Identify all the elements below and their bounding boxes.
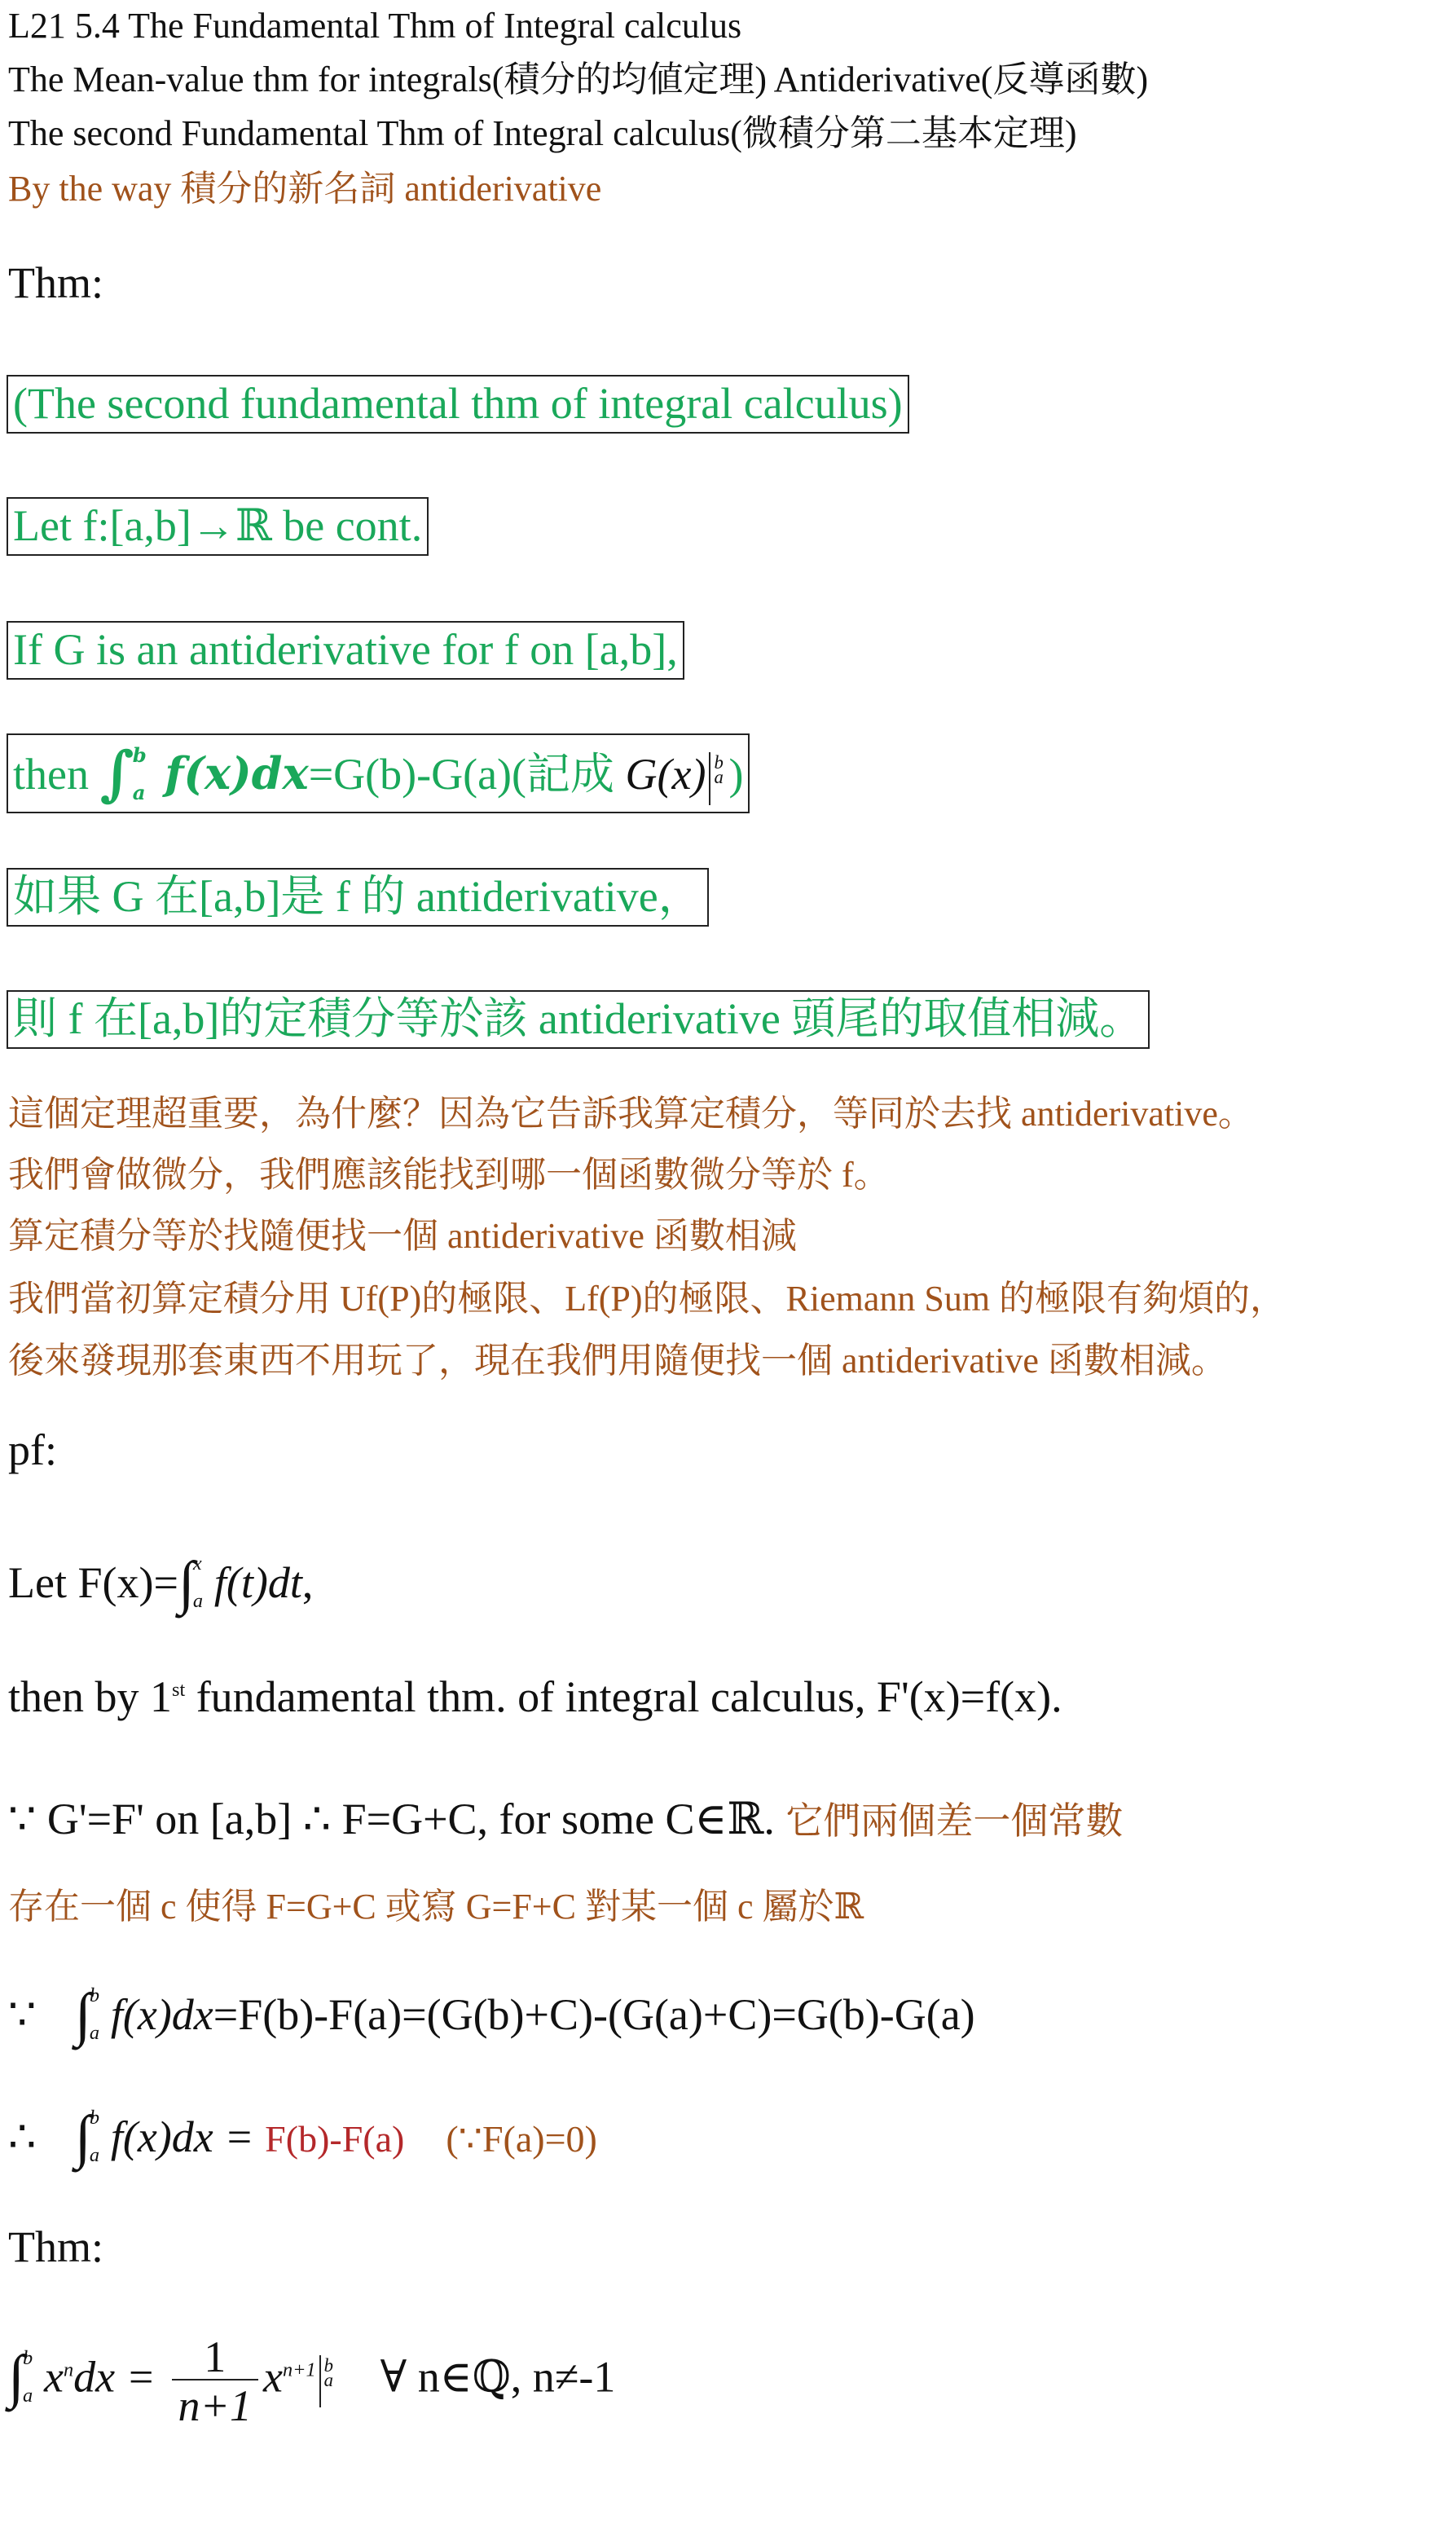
integral-symbol: ∫ (74, 2103, 91, 2169)
integrand-exponent: n (63, 2358, 74, 2381)
thm-label: Thm: (8, 258, 103, 307)
commentary-line-2: 我們會做微分，我們應該能找到哪一個函數微分等於 f。 (8, 1155, 890, 1195)
proof-exist-line: 存在一個 c 使得 F=G+C 或寫 G=F+C 對某一個 c 屬於ℝ (8, 1887, 864, 1927)
integrand: f(x)dx (165, 747, 309, 799)
fraction-denominator: n+1 (172, 2379, 258, 2428)
evaluation-limits: b a (714, 752, 724, 788)
proof-therefore-line (8, 2103, 597, 2169)
integral-symbol: ∫ (74, 1980, 91, 2047)
thm-box-title: (The second fundamental thm of integral calculus) (7, 375, 909, 434)
thm-box-chinese-2: 則 f 在[a,b]的定積分等於該 antiderivative 頭尾的取值相減。 (7, 990, 1150, 1049)
proof-label: pf: (8, 1425, 57, 1474)
evaluation-bar (319, 2355, 321, 2408)
fraction-numerator: 1 (204, 2332, 227, 2381)
integral-symbol: ∫ (99, 738, 134, 808)
therefore-result: F(b)-F(a) (265, 2118, 405, 2160)
conclusion-rest: =G(b)-G(a)(記成 (308, 750, 614, 799)
commentary-line-4: 我們當初算定積分用 Uf(P)的極限、Lf(P)的極限、Riemann Sum 的極限有夠煩的， (8, 1279, 1287, 1319)
proof-since-integral-line (8, 1980, 975, 2047)
commentary-line-5: 後來發現那套東西不用玩了，現在我們用隨便找一個 antiderivative 函數相減。 (8, 1341, 1227, 1381)
integral-symbol: ∫ (8, 2343, 24, 2410)
header-title: L21 5.4 The Fundamental Thm of Integral calculus (8, 6, 742, 46)
proof-then-line (8, 1672, 1062, 1721)
commentary-line-3: 算定積分等於找隨便找一個 antiderivative 函數相減 (8, 1216, 797, 1256)
proof-since-line (8, 1797, 1123, 1841)
proof-let-line (8, 1548, 314, 1615)
integrand-dx: dx = (73, 2352, 156, 2402)
since-statement: ∵ G'=F' on [a,b] ∴ F=G+C, for some C∈ℝ. (8, 1795, 775, 1843)
integral-limits: b a (22, 2346, 33, 2407)
evaluation-bar (709, 752, 710, 805)
integrand-base: x (43, 2352, 64, 2402)
thm-box-chinese-1: 如果 G 在[a,b]是 f 的 antiderivative， (7, 868, 709, 927)
ordinal-superscript: st (171, 1679, 186, 1701)
therefore-symbol: ∴ (8, 2112, 37, 2161)
thm-box-hypothesis: Let f:[a,b]→ℝ be cont. (7, 497, 429, 556)
integral-limits: b a (132, 743, 147, 805)
integral-limits: x a (192, 1552, 204, 1613)
thm-box-antiderivative: If G is an antiderivative for f on [a,b], (7, 621, 684, 680)
integrand: f(t)dt (213, 1558, 302, 1607)
let-prefix: Let F(x)= (8, 1558, 178, 1607)
therefore-note: (∵F(a)=0) (446, 2118, 597, 2160)
integral-limits: b a (89, 2107, 99, 2167)
integrand: f(x)dx (110, 1990, 213, 2039)
evaluation-limits: b a (323, 2354, 333, 2390)
thm2-label: Thm: (8, 2222, 103, 2271)
thm2-condition: ∀ n∈ℚ, n≠-1 (380, 2352, 616, 2402)
commentary-line-1: 這個定理超重要，為什麼？因為它告訴我算定積分，等同於去找 antiderivative。 (8, 1094, 1254, 1134)
then-suffix: fundamental thm. of integral calculus, F'(x)=f(x). (185, 1672, 1062, 1721)
because-symbol: ∵ (8, 1990, 37, 2039)
header-note: By the way 積分的新名詞 antiderivative (8, 169, 602, 209)
integral-symbol: ∫ (178, 1548, 195, 1615)
thm-box-conclusion (7, 733, 750, 813)
since-note: 它們兩個差一個常數 (785, 1800, 1124, 1842)
then-prefix: then by 1 (8, 1672, 172, 1721)
let-suffix: , (301, 1558, 314, 1607)
fraction (172, 2332, 258, 2430)
evaluation-G: G(x) (625, 750, 706, 799)
header-subtitle-1: The Mean-value thm for integrals(積分的均値定理) Antiderivative(反導函數) (8, 59, 1149, 99)
result-exponent: n+1 (282, 2358, 316, 2381)
integral-limits: b a (89, 1984, 99, 2045)
thm2-formula (8, 2332, 616, 2430)
since-integral-rest: =F(b)-F(a)=(G(b)+C)-(G(a)+C)=G(b)-G(a) (213, 1990, 975, 2039)
conclusion-close: ) (728, 750, 744, 799)
result-base: x (262, 2352, 283, 2402)
header-subtitle-2: The second Fundamental Thm of Integral calculus(微積分第二基本定理) (8, 113, 1077, 153)
conclusion-prefix: then (13, 750, 89, 799)
integrand: f(x)dx = (110, 2112, 254, 2161)
